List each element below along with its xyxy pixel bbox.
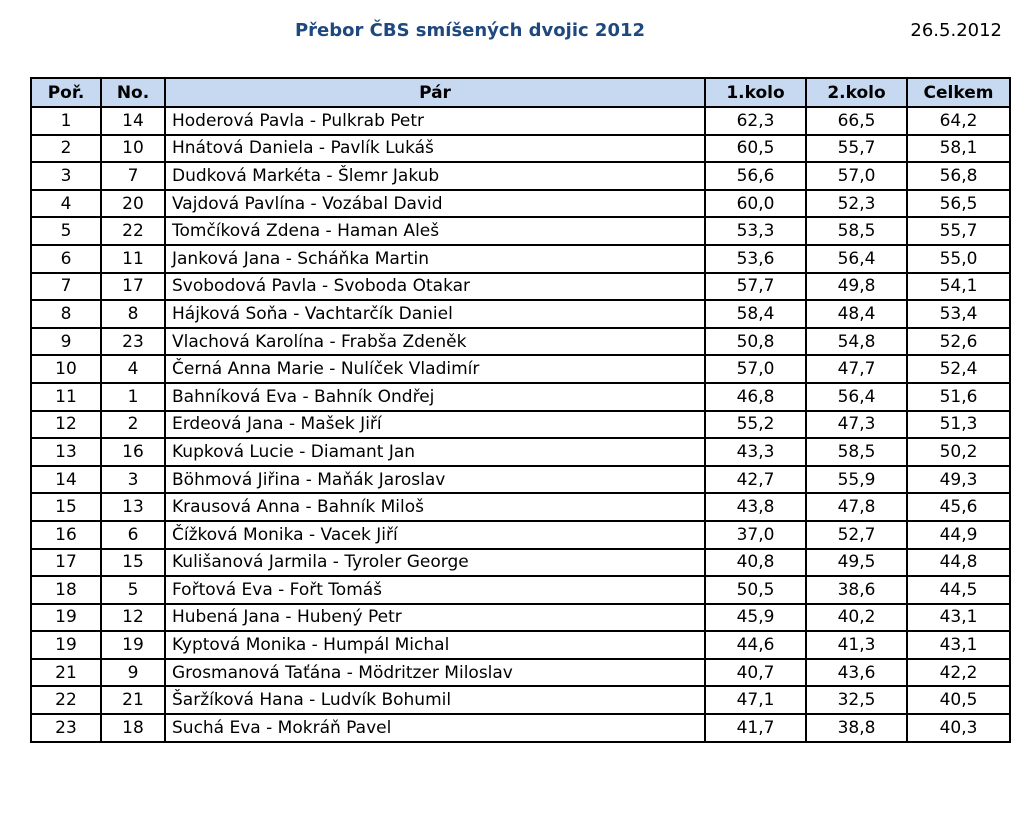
rank-cell: 19	[31, 604, 101, 632]
round1-score-cell: 40,8	[705, 549, 806, 577]
pair-name-cell: Šaržíková Hana - Ludvík Bohumil	[165, 686, 705, 714]
round1-score-cell: 53,6	[705, 245, 806, 273]
round1-score-cell: 58,4	[705, 300, 806, 328]
pair-number-cell: 3	[101, 466, 165, 494]
total-score-cell: 55,7	[907, 217, 1010, 245]
total-score-cell: 53,4	[907, 300, 1010, 328]
pair-number-cell: 9	[101, 659, 165, 687]
total-score-cell: 52,6	[907, 328, 1010, 356]
total-score-cell: 42,2	[907, 659, 1010, 687]
round2-score-cell: 56,4	[806, 245, 907, 273]
pair-number-cell: 8	[101, 300, 165, 328]
rank-cell: 7	[31, 273, 101, 301]
table-row	[31, 659, 1010, 687]
rank-cell: 16	[31, 521, 101, 549]
round2-score-cell: 56,4	[806, 383, 907, 411]
round1-score-cell: 44,6	[705, 631, 806, 659]
table-row	[31, 383, 1010, 411]
round1-score-cell: 55,2	[705, 411, 806, 439]
pair-name-cell: Hájková Soňa - Vachtarčík Daniel	[165, 300, 705, 328]
table-row	[31, 631, 1010, 659]
pair-name-cell: Dudková Markéta - Šlemr Jakub	[165, 162, 705, 190]
table-row	[31, 576, 1010, 604]
pair-number-cell: 7	[101, 162, 165, 190]
rank-cell: 21	[31, 659, 101, 687]
total-score-cell: 43,1	[907, 604, 1010, 632]
total-score-cell: 45,6	[907, 493, 1010, 521]
pair-number-cell: 2	[101, 411, 165, 439]
results-table	[30, 77, 1011, 743]
table-row	[31, 300, 1010, 328]
pair-name-cell: Vlachová Karolína - Frabša Zdeněk	[165, 328, 705, 356]
rank-cell: 8	[31, 300, 101, 328]
column-header-pair: Pár	[165, 78, 705, 107]
round2-score-cell: 52,7	[806, 521, 907, 549]
table-row	[31, 438, 1010, 466]
total-score-cell: 44,5	[907, 576, 1010, 604]
pair-name-cell: Černá Anna Marie - Nulíček Vladimír	[165, 355, 705, 383]
event-date: 26.5.2012	[910, 20, 1002, 41]
rank-cell: 12	[31, 411, 101, 439]
table-row	[31, 686, 1010, 714]
round1-score-cell: 50,8	[705, 328, 806, 356]
round2-score-cell: 48,4	[806, 300, 907, 328]
table-row	[31, 355, 1010, 383]
round2-score-cell: 52,3	[806, 190, 907, 218]
table-row	[31, 493, 1010, 521]
table-row	[31, 135, 1010, 163]
total-score-cell: 43,1	[907, 631, 1010, 659]
pair-number-cell: 19	[101, 631, 165, 659]
pair-name-cell: Bahníková Eva - Bahník Ondřej	[165, 383, 705, 411]
rank-cell: 3	[31, 162, 101, 190]
pair-name-cell: Hnátová Daniela - Pavlík Lukáš	[165, 135, 705, 163]
round2-score-cell: 32,5	[806, 686, 907, 714]
pair-number-cell: 15	[101, 549, 165, 577]
table-row	[31, 604, 1010, 632]
pair-number-cell: 13	[101, 493, 165, 521]
pair-number-cell: 10	[101, 135, 165, 163]
total-score-cell: 51,3	[907, 411, 1010, 439]
round2-score-cell: 41,3	[806, 631, 907, 659]
pair-number-cell: 14	[101, 107, 165, 135]
round2-score-cell: 58,5	[806, 217, 907, 245]
total-score-cell: 64,2	[907, 107, 1010, 135]
round1-score-cell: 41,7	[705, 714, 806, 742]
round2-score-cell: 54,8	[806, 328, 907, 356]
round1-score-cell: 42,7	[705, 466, 806, 494]
total-score-cell: 40,5	[907, 686, 1010, 714]
table-row	[31, 190, 1010, 218]
pair-number-cell: 20	[101, 190, 165, 218]
table-row	[31, 714, 1010, 742]
rank-cell: 22	[31, 686, 101, 714]
total-score-cell: 54,1	[907, 273, 1010, 301]
round2-score-cell: 43,6	[806, 659, 907, 687]
pair-name-cell: Grosmanová Taťána - Mödritzer Miloslav	[165, 659, 705, 687]
round1-score-cell: 47,1	[705, 686, 806, 714]
round1-score-cell: 56,6	[705, 162, 806, 190]
round1-score-cell: 60,5	[705, 135, 806, 163]
round1-score-cell: 45,9	[705, 604, 806, 632]
rank-cell: 4	[31, 190, 101, 218]
pair-number-cell: 5	[101, 576, 165, 604]
pair-number-cell: 16	[101, 438, 165, 466]
table-header-row	[31, 78, 1010, 107]
table-row	[31, 162, 1010, 190]
round2-score-cell: 38,6	[806, 576, 907, 604]
round2-score-cell: 55,7	[806, 135, 907, 163]
pair-name-cell: Janková Jana - Scháňka Martin	[165, 245, 705, 273]
total-score-cell: 49,3	[907, 466, 1010, 494]
table-row	[31, 521, 1010, 549]
pair-name-cell: Vajdová Pavlína - Vozábal David	[165, 190, 705, 218]
pair-name-cell: Hoderová Pavla - Pulkrab Petr	[165, 107, 705, 135]
results-body	[31, 107, 1010, 742]
total-score-cell: 56,5	[907, 190, 1010, 218]
column-header-no: No.	[101, 78, 165, 107]
table-row	[31, 411, 1010, 439]
round2-score-cell: 57,0	[806, 162, 907, 190]
rank-cell: 10	[31, 355, 101, 383]
pair-name-cell: Čížková Monika - Vacek Jiří	[165, 521, 705, 549]
column-header-rank: Poř.	[31, 78, 101, 107]
round1-score-cell: 46,8	[705, 383, 806, 411]
rank-cell: 15	[31, 493, 101, 521]
pair-number-cell: 12	[101, 604, 165, 632]
round2-score-cell: 66,5	[806, 107, 907, 135]
pair-number-cell: 18	[101, 714, 165, 742]
round2-score-cell: 47,7	[806, 355, 907, 383]
rank-cell: 19	[31, 631, 101, 659]
round1-score-cell: 62,3	[705, 107, 806, 135]
table-row	[31, 107, 1010, 135]
pair-number-cell: 6	[101, 521, 165, 549]
round2-score-cell: 40,2	[806, 604, 907, 632]
round2-score-cell: 38,8	[806, 714, 907, 742]
pair-name-cell: Tomčíková Zdena - Haman Aleš	[165, 217, 705, 245]
total-score-cell: 44,9	[907, 521, 1010, 549]
round1-score-cell: 57,7	[705, 273, 806, 301]
round2-score-cell: 49,5	[806, 549, 907, 577]
rank-cell: 13	[31, 438, 101, 466]
rank-cell: 6	[31, 245, 101, 273]
round1-score-cell: 40,7	[705, 659, 806, 687]
rank-cell: 1	[31, 107, 101, 135]
pair-name-cell: Erdeová Jana - Mašek Jiří	[165, 411, 705, 439]
table-row	[31, 273, 1010, 301]
page-title: Přebor ČBS smíšených dvojic 2012	[294, 20, 646, 41]
round2-score-cell: 47,3	[806, 411, 907, 439]
total-score-cell: 40,3	[907, 714, 1010, 742]
rank-cell: 14	[31, 466, 101, 494]
round1-score-cell: 37,0	[705, 521, 806, 549]
pair-name-cell: Kupková Lucie - Diamant Jan	[165, 438, 705, 466]
pair-number-cell: 23	[101, 328, 165, 356]
rank-cell: 2	[31, 135, 101, 163]
pair-name-cell: Suchá Eva - Mokráň Pavel	[165, 714, 705, 742]
round1-score-cell: 53,3	[705, 217, 806, 245]
round2-score-cell: 55,9	[806, 466, 907, 494]
table-row	[31, 217, 1010, 245]
total-score-cell: 55,0	[907, 245, 1010, 273]
rank-cell: 23	[31, 714, 101, 742]
pair-number-cell: 4	[101, 355, 165, 383]
table-row	[31, 549, 1010, 577]
pair-number-cell: 21	[101, 686, 165, 714]
total-score-cell: 44,8	[907, 549, 1010, 577]
round2-score-cell: 58,5	[806, 438, 907, 466]
pair-name-cell: Kulišanová Jarmila - Tyroler George	[165, 549, 705, 577]
round1-score-cell: 50,5	[705, 576, 806, 604]
total-score-cell: 58,1	[907, 135, 1010, 163]
round1-score-cell: 43,8	[705, 493, 806, 521]
column-header-round2: 2.kolo	[806, 78, 907, 107]
pair-number-cell: 11	[101, 245, 165, 273]
pair-number-cell: 1	[101, 383, 165, 411]
round1-score-cell: 43,3	[705, 438, 806, 466]
total-score-cell: 51,6	[907, 383, 1010, 411]
pair-name-cell: Krausová Anna - Bahník Miloš	[165, 493, 705, 521]
pair-name-cell: Fořtová Eva - Fořt Tomáš	[165, 576, 705, 604]
rank-cell: 9	[31, 328, 101, 356]
round1-score-cell: 60,0	[705, 190, 806, 218]
pair-name-cell: Svobodová Pavla - Svoboda Otakar	[165, 273, 705, 301]
rank-cell: 17	[31, 549, 101, 577]
column-header-round1: 1.kolo	[705, 78, 806, 107]
table-row	[31, 245, 1010, 273]
table-row	[31, 328, 1010, 356]
pair-number-cell: 17	[101, 273, 165, 301]
table-row	[31, 466, 1010, 494]
pair-name-cell: Hubená Jana - Hubený Petr	[165, 604, 705, 632]
round2-score-cell: 47,8	[806, 493, 907, 521]
rank-cell: 11	[31, 383, 101, 411]
rank-cell: 5	[31, 217, 101, 245]
round1-score-cell: 57,0	[705, 355, 806, 383]
total-score-cell: 52,4	[907, 355, 1010, 383]
total-score-cell: 56,8	[907, 162, 1010, 190]
pair-number-cell: 22	[101, 217, 165, 245]
column-header-total: Celkem	[907, 78, 1010, 107]
total-score-cell: 50,2	[907, 438, 1010, 466]
round2-score-cell: 49,8	[806, 273, 907, 301]
pair-name-cell: Kyptová Monika - Humpál Michal	[165, 631, 705, 659]
pair-name-cell: Böhmová Jiřina - Maňák Jaroslav	[165, 466, 705, 494]
rank-cell: 18	[31, 576, 101, 604]
